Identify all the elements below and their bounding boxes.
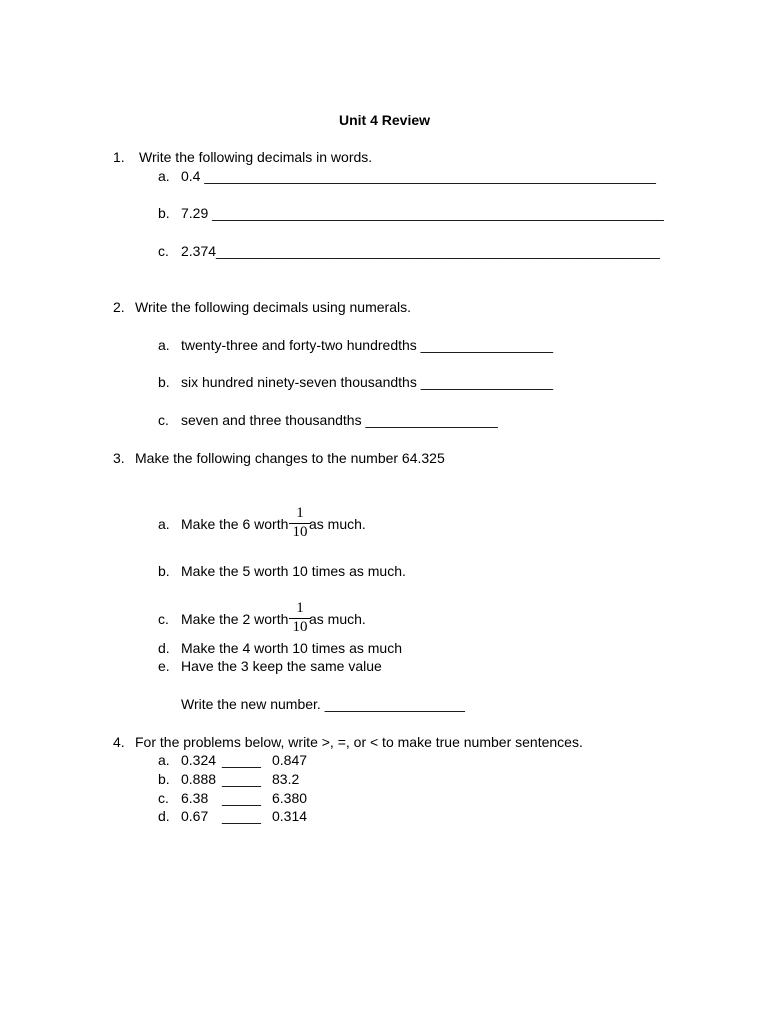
q1-item-label: c. <box>158 243 169 259</box>
q4-item-label: a. <box>158 752 170 768</box>
fraction-one-tenth <box>289 505 311 541</box>
q2-item-text: twenty-three and forty-two hundredths _________________ <box>181 337 554 353</box>
q2-prompt: Write the following decimals using numerals. <box>135 299 411 315</box>
q3-prompt: Make the following changes to the number 64.325 <box>135 450 445 466</box>
q1-item-label: a. <box>158 168 170 184</box>
q1-item-text: 2.374_________________________________________________________ <box>181 243 660 259</box>
q3-item-text: Have the 3 keep the same value <box>181 658 382 674</box>
q4-item-label: b. <box>158 771 170 787</box>
q4-blank: _____ <box>222 771 261 787</box>
q3-item-label: b. <box>158 563 170 579</box>
fraction-one-tenth <box>289 600 311 636</box>
q4-number: 4. <box>113 734 125 750</box>
page-title: Unit 4 Review <box>339 112 431 128</box>
q4-left-value: 6.38 <box>181 790 209 806</box>
q1-item-text: 7.29 __________________________________________________________ <box>181 205 664 221</box>
q1-item-label: b. <box>158 205 170 221</box>
q2-number: 2. <box>113 299 125 315</box>
q4-prompt: For the problems below, write >, =, or < to make true number sentences. <box>135 734 583 750</box>
q4-blank: _____ <box>222 752 261 768</box>
q3-item-after: as much. <box>309 611 366 627</box>
q3-final-line: Write the new number. __________________ <box>181 696 465 712</box>
q3-item-label: d. <box>158 640 170 656</box>
q3-item-after: as much. <box>309 516 366 532</box>
q1-number: 1. <box>113 149 125 165</box>
fraction-numerator: 1 <box>296 505 304 521</box>
q3-item-text: Make the 6 worth <box>181 516 289 532</box>
q4-blank: _____ <box>222 790 261 806</box>
q4-right-value: 6.380 <box>272 790 308 806</box>
q4-left-value: 0.67 <box>181 808 209 824</box>
q3-item-label: c. <box>158 611 169 627</box>
q3-item-text: Make the 2 worth <box>181 611 289 627</box>
q3-item-label: e. <box>158 658 170 674</box>
q4-left-value: 0.324 <box>181 752 217 768</box>
q3-item-text: Make the 4 worth 10 times as much <box>181 640 402 656</box>
q4-item-label: d. <box>158 808 170 824</box>
q4-item-label: c. <box>158 790 169 806</box>
q1-item-text: 0.4 __________________________________________________________ <box>181 168 656 184</box>
q4-right-value: 0.847 <box>272 752 308 768</box>
q2-item-text: six hundred ninety-seven thousandths _________________ <box>181 374 554 390</box>
q4-right-value: 83.2 <box>272 771 300 787</box>
q3-number: 3. <box>113 450 125 466</box>
q2-item-label: a. <box>158 337 170 353</box>
q1-prompt: Write the following decimals in words. <box>139 149 373 165</box>
q3-item-label: a. <box>158 516 170 532</box>
q2-item-label: c. <box>158 412 169 428</box>
q2-item-label: b. <box>158 374 170 390</box>
q2-item-text: seven and three thousandths _________________ <box>181 412 498 428</box>
q4-left-value: 0.888 <box>181 771 217 787</box>
fraction-denominator: 10 <box>292 619 308 635</box>
q4-blank: _____ <box>222 808 261 824</box>
fraction-denominator: 10 <box>292 524 308 540</box>
q3-item-text: Make the 5 worth 10 times as much. <box>181 563 406 579</box>
q4-right-value: 0.314 <box>272 808 308 824</box>
fraction-numerator: 1 <box>296 600 304 616</box>
